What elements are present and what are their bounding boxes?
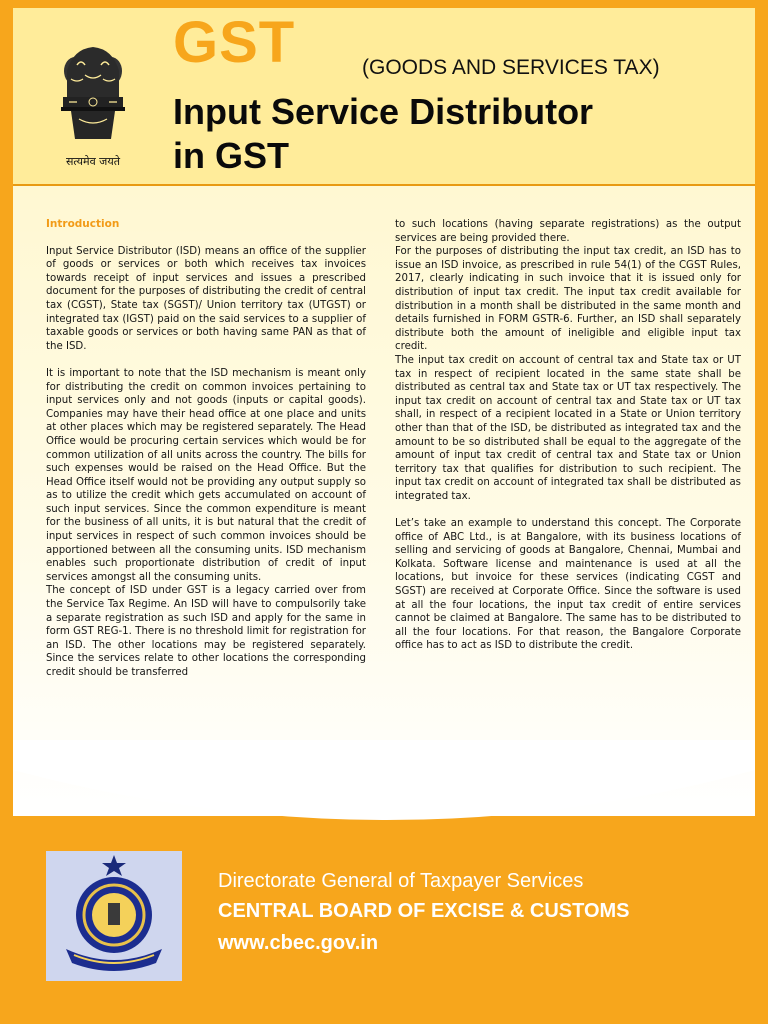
paragraph: It is important to note that the ISD mechanism is meant only for distributing the credit on common invoices pertaining to input services only and not goods (inputs or capital goods). Companies may have their head office at one place and units at other places which may be registered separately. The Head Office would be procuring certain services which would be for common utilization of all units across the country. The bills for such expenses would be raised on the Head Office. But the Head Office itself would not be providing any output supply so as to utilize the credit which gets accumulated on account of such input services. Since the common expenditure is meant for the business of all units, it is but natural that the credit of input services in respect of such common invoices should be apportioned between all the consuming units. ISD mechanism enables such proportionate distribution of credit of input services amongst all the consuming units. — [46, 367, 366, 583]
title-line-2: in GST — [173, 135, 289, 176]
paragraph: Input Service Distributor (ISD) means an office of the supplier of goods or services or both which receives tax invoices towards receipt of input services and issues a prescribed document for the purposes of distributing the credit of central tax (CGST), State tax (SGST)/ Union territory tax (UTGST) or integrated tax (IGST) paid on the said services to a supplier of taxable goods or services or both having same PAN as that of the ISD. — [46, 245, 366, 352]
page-title — [173, 90, 753, 178]
header-banner — [13, 8, 755, 186]
gst-heading: GST — [173, 10, 296, 75]
cbec-logo — [46, 851, 182, 981]
department-name: Directorate General of Taxpayer Services — [218, 870, 584, 892]
article-right-column — [395, 218, 741, 653]
gst-full-form: (GOODS AND SERVICES TAX) — [362, 56, 660, 79]
section-heading: Introduction — [46, 218, 120, 230]
ashoka-emblem-icon — [53, 30, 133, 170]
paragraph: The concept of ISD under GST is a legacy carried over from the Service Tax Regime. An ISD will have to compulsorily take a separate registration as such ISD and apply for the same in form GST REG-1. There is no threshold limit for registration for an ISD. The other locations may be registered separately. Since the services relate to other locations the corresponding credit should be transferred — [46, 585, 366, 678]
paragraph: to such locations (having separate registrations) as the output services are being provided there. — [395, 219, 741, 244]
wave-divider — [0, 740, 768, 840]
paragraph: The input tax credit on account of central tax and State tax or UT tax in respect of recipient located in the same state shall be distributed as central tax and State tax or UT tax respectively. The input tax credit on account of central tax and State tax or UT tax shall, in respect of a recipient located in a State or Union territory other than that of the ISD, be distributed as integrated tax and the amount to be so distributed shall be equal to the aggregate of the amount of input tax credit of central tax and State tax or Union territory tax that qualifies for distribution to such recipient. The input tax credit on account of integrated tax shall be distributed as integrated tax. — [395, 354, 741, 502]
article-left-column — [46, 218, 366, 680]
website-link[interactable]: www.cbec.gov.in — [218, 932, 379, 954]
emblem-motto: सत्यमेव जयते — [65, 155, 120, 168]
title-line-1: Input Service Distributor — [173, 91, 594, 132]
paragraph: Let’s take an example to understand this concept. The Corporate office of ABC Ltd., is at Bangalore, with its business locations of selling and servicing of goods at Bangalore, Chennai, Mumbai and Kolkata. Software license and maintenance is used at all the locations, but invoice for these services (indicating CGST and SGST) are received at Corporate Office. Since the software is used at all the four locations, the input tax credit of entire services cannot be claimed at Bangalore. The same has to be distributed to all the four locations. For that reason, the Bangalore Corporate office has to act as ISD to distribute the credit. — [395, 518, 741, 652]
cbec-seal-icon — [46, 851, 182, 981]
paragraph: For the purposes of distributing the input tax credit, an ISD has to issue an ISD invoice, as prescribed in rule 54(1) of the CGST Rules, 2017, clearly indicating in such invoice that it is issued only for distribution of input tax credit. The input tax credit available for distribution in a month shall be distributed in the same month and details furnished in FORM GSTR-6. Further, an ISD shall separately distribute both the amount of ineligible and eligible input tax credit. — [395, 246, 741, 353]
board-name: CENTRAL BOARD OF EXCISE & CUSTOMS — [218, 900, 630, 922]
